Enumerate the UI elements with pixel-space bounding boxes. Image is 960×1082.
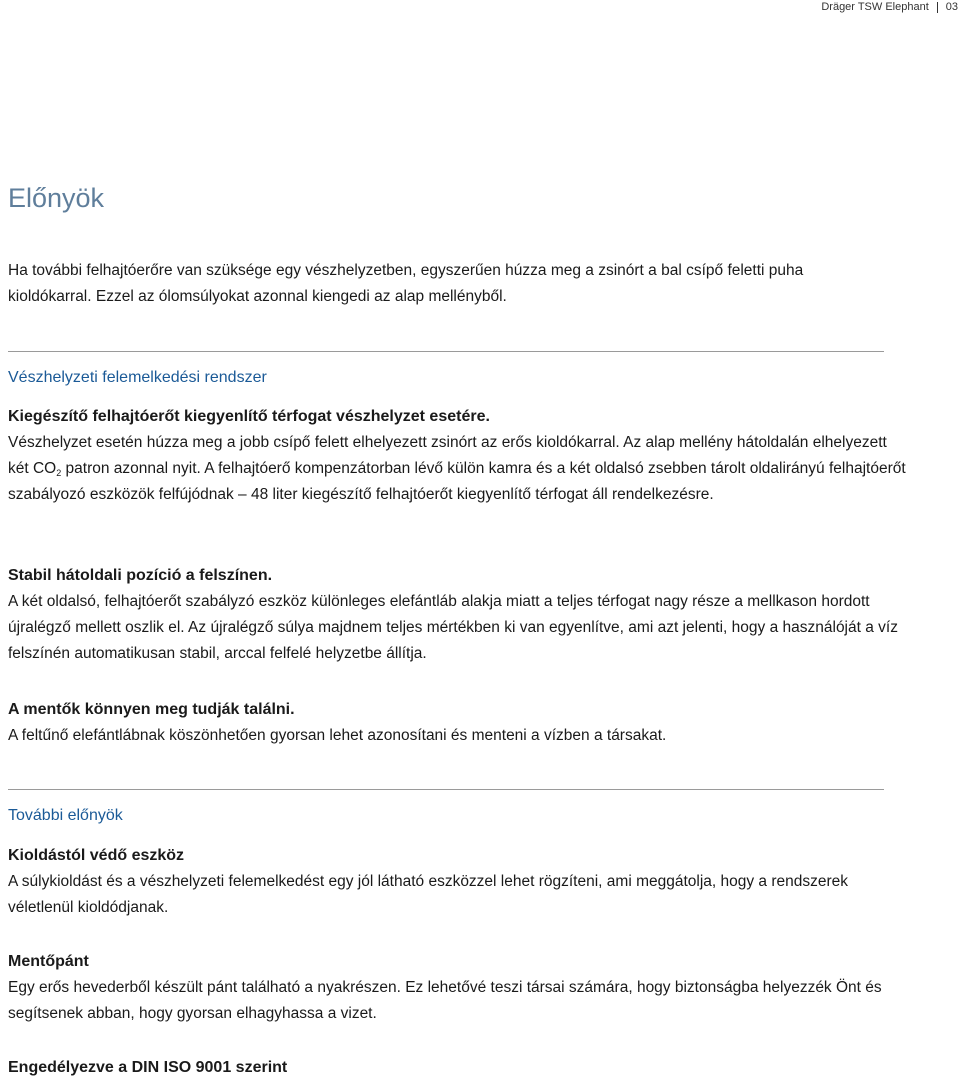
- block-text: Vészhelyzet esetén húzza meg a jobb csípő felett elhelyezett zsinórt az erős kioldókarral. Az alap mellény hátoldalán elhelyezett két $CO_2$ patron azonnal nyit. A felhajtóerő kompenzátorban lévő külön kamra és a két oldalsó zsebben tárolt oldalirányú felhajtóerőt szabályozó eszközök felfújódnak – 48 liter kiegészítő felhajtóerőt kiegyenlítő térfogat áll rendelkezésre.: [8, 434, 906, 503]
- block-title: Kioldástól védő eszköz: [8, 847, 185, 864]
- block-title: Kiegészítő felhajtóerőt kiegyenlítő térfogat vészhelyzet esetére.: [8, 408, 490, 425]
- block-text: A feltűnő elefántlábnak köszönhetően gyorsan lehet azonosítani és menteni a vízben a társakat.: [8, 727, 667, 744]
- block-text: A súlykioldást és a vészhelyzeti felemelkedést egy jól látható eszközzel lehet rögzíteni, ami meggátolja, hogy a rendszerek véletlenül kioldódjanak.: [8, 873, 849, 916]
- section-heading-further-benefits: További előnyök: [8, 807, 123, 824]
- block-rescue-strap: [8, 949, 908, 1027]
- block-stable-back-position: [8, 563, 908, 667]
- block-text: A két oldalsó, felhajtóerőt szabályzó eszköz különleges elefántláb alakja miatt a teljes térfogat nagy része a mellkason hordott újralégző mellett oszlik el. Az újralégző súlya majdnem teljes mértékben ki van egyenlítve, ami azt jelenti, hogy a használóját a víz felszínén automatikusan stabil, arccal felfelé helyzetbe állítja.: [8, 593, 898, 662]
- block-text: Egy erős hevederből készült pánt található a nyakrészen. Ez lehetővé teszi társai számára, hogy biztonságba helyezzék Önt és segítsenek abban, hogy gyorsan elhagyhassa a vizet.: [8, 979, 882, 1022]
- header-page-number: 03: [945, 1, 958, 13]
- subscript: 2: [56, 468, 62, 478]
- block-certification: [8, 1055, 908, 1081]
- block-title: Engedélyezve a DIN ISO 9001 szerint: [8, 1059, 288, 1076]
- page-header: [821, 0, 960, 14]
- block-title: A mentők könnyen meg tudják találni.: [8, 701, 295, 718]
- section-heading-emergency-ascent: Vészhelyzeti felemelkedési rendszer: [8, 369, 267, 386]
- header-brand: Dräger TSW Elephant: [821, 1, 929, 13]
- header-separator: [937, 2, 938, 13]
- page-title: Előnyök: [8, 183, 105, 213]
- block-additional-buoyancy: [8, 404, 908, 508]
- block-easy-rescue: [8, 697, 908, 749]
- section-divider-2: [8, 789, 884, 790]
- section-divider-1: [8, 351, 884, 352]
- block-release-protection: [8, 843, 908, 921]
- intro-paragraph: Ha további felhajtóerőre van szüksége egy vészhelyzetben, egyszerűen húzza meg a zsinórt a bal csípő feletti puha kioldókarral. Ezzel az ólomsúlyokat azonnal kiengedi az alap mellényből.: [8, 262, 804, 305]
- block-title: Mentőpánt: [8, 953, 89, 970]
- block-title: Stabil hátoldali pozíció a felszínen.: [8, 567, 273, 584]
